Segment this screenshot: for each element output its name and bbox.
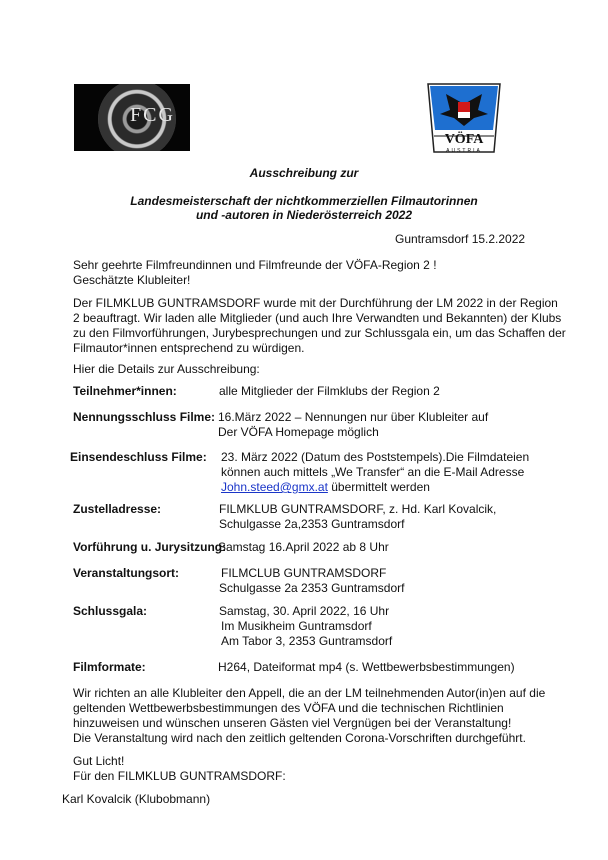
vofa-logo-text: VÖFA xyxy=(444,132,484,147)
value-schlussgala-3: Am Tabor 3, 2353 Guntramsdorf xyxy=(221,634,393,648)
greeting-line-1: Sehr geehrte Filmfreundinnen und Filmfreunde der VÖFA-Region 2 ! xyxy=(73,258,437,272)
label-nennungsschluss: Nennungsschluss Filme: xyxy=(73,410,216,424)
label-schlussgala: Schlussgala: xyxy=(73,604,148,618)
appeal-line-4: Die Veranstaltung wird nach den zeitlich geltenden Corona-Vorschriften durchgeführt. xyxy=(73,731,526,745)
title-autoren: und -autoren in Niederösterreich 2022 xyxy=(195,208,413,222)
appeal-line-3: hinzuweisen und wünschen unseren Gästen viel Vergnügen bei der Veranstaltung! xyxy=(73,716,512,730)
value-einsendeschluss-3 xyxy=(221,480,430,495)
label-filmformate: Filmformate: xyxy=(73,660,146,674)
label-teilnehmer: Teilnehmer*innen: xyxy=(73,384,177,398)
signature: Karl Kovalcik (Klubobmann) xyxy=(62,792,211,806)
vofa-logo xyxy=(424,80,504,156)
appeal-line-1: Wir richten an alle Klubleiter den Appell, die an der LM teilnehmenden Autor(in)en auf die xyxy=(73,686,546,700)
email-link[interactable]: John.steed@gmx.at xyxy=(221,480,328,494)
greeting-line-2: Geschätzte Klubleiter! xyxy=(73,273,191,287)
value-teilnehmer: alle Mitglieder der Filmklubs der Region 2 xyxy=(219,384,440,398)
appeal-line-2: geltenden Wettbewerbsbestimmungen des VÖFA und die technischen Richtlinien xyxy=(73,701,504,715)
intro-line-2: 2 beauftragt. Wir laden alle Mitglieder (und auch Ihre Verwandten und Bekannten) der Klubs xyxy=(73,311,562,325)
value-nennungsschluss-1: 16.März 2022 – Nennungen nur über Klubleiter auf xyxy=(218,410,489,424)
closing-line-1: Gut Licht! xyxy=(73,754,125,768)
value-einsendeschluss-2: können auch mittels „We Transfer“ an die E-Mail Adresse xyxy=(221,465,525,479)
label-veranstaltungsort: Veranstaltungsort: xyxy=(73,566,180,580)
value-veranstaltungsort-2: Schulgasse 2a 2353 Guntramsdorf xyxy=(219,581,405,595)
date-line: Guntramsdorf 15.2.2022 xyxy=(395,232,526,246)
fcg-logo-text: FCG xyxy=(130,104,175,126)
value-schlussgala-2: Im Musikheim Guntramsdorf xyxy=(221,619,372,633)
label-einsendeschluss: Einsendeschluss Filme: xyxy=(70,450,207,464)
value-einsendeschluss-1: 23. März 2022 (Datum des Poststempels).Die Filmdateien xyxy=(221,450,530,464)
value-jurysitzung: Samstag 16.April 2022 ab 8 Uhr xyxy=(218,540,389,554)
label-jurysitzung: Vorführung u. Jurysitzung: xyxy=(73,540,227,554)
value-zustelladresse-2: Schulgasse 2a,2353 Guntramsdorf xyxy=(219,517,405,531)
value-schlussgala-1: Samstag, 30. April 2022, 16 Uhr xyxy=(219,604,390,618)
value-einsendeschluss-3-rest: übermittelt werden xyxy=(327,480,430,494)
details-intro: Hier die Details zur Ausschreibung: xyxy=(73,362,260,376)
intro-line-1: Der FILMKLUB GUNTRAMSDORF wurde mit der Durchführung der LM 2022 in der Region xyxy=(73,296,558,310)
value-nennungsschluss-2: Der VÖFA Homepage möglich xyxy=(218,425,379,439)
closing-line-2: Für den FILMKLUB GUNTRAMSDORF: xyxy=(73,769,286,783)
intro-line-3: zu den Filmvorführungen, Jurybesprechungen und zur Schlussgala ein, um das Schaffen der xyxy=(73,326,566,340)
title-ausschreibung: Ausschreibung zur xyxy=(249,166,359,180)
value-filmformate: H264, Dateiformat mp4 (s. Wettbewerbsbestimmungen) xyxy=(218,660,515,674)
intro-line-4: Filmautor*innen entsprechend zu würdigen. xyxy=(73,341,305,355)
value-zustelladresse-1: FILMKLUB GUNTRAMSDORF, z. Hd. Karl Kovalcik, xyxy=(219,502,497,516)
title-landesmeisterschaft: Landesmeisterschaft der nichtkommerziellen Filmautorinnen xyxy=(130,194,478,208)
vofa-logo-subtext: AUSTRIA xyxy=(446,148,482,154)
label-zustelladresse: Zustelladresse: xyxy=(73,502,162,516)
value-veranstaltungsort-1: FILMCLUB GUNTRAMSDORF xyxy=(221,566,387,580)
fcg-logo xyxy=(74,84,190,151)
